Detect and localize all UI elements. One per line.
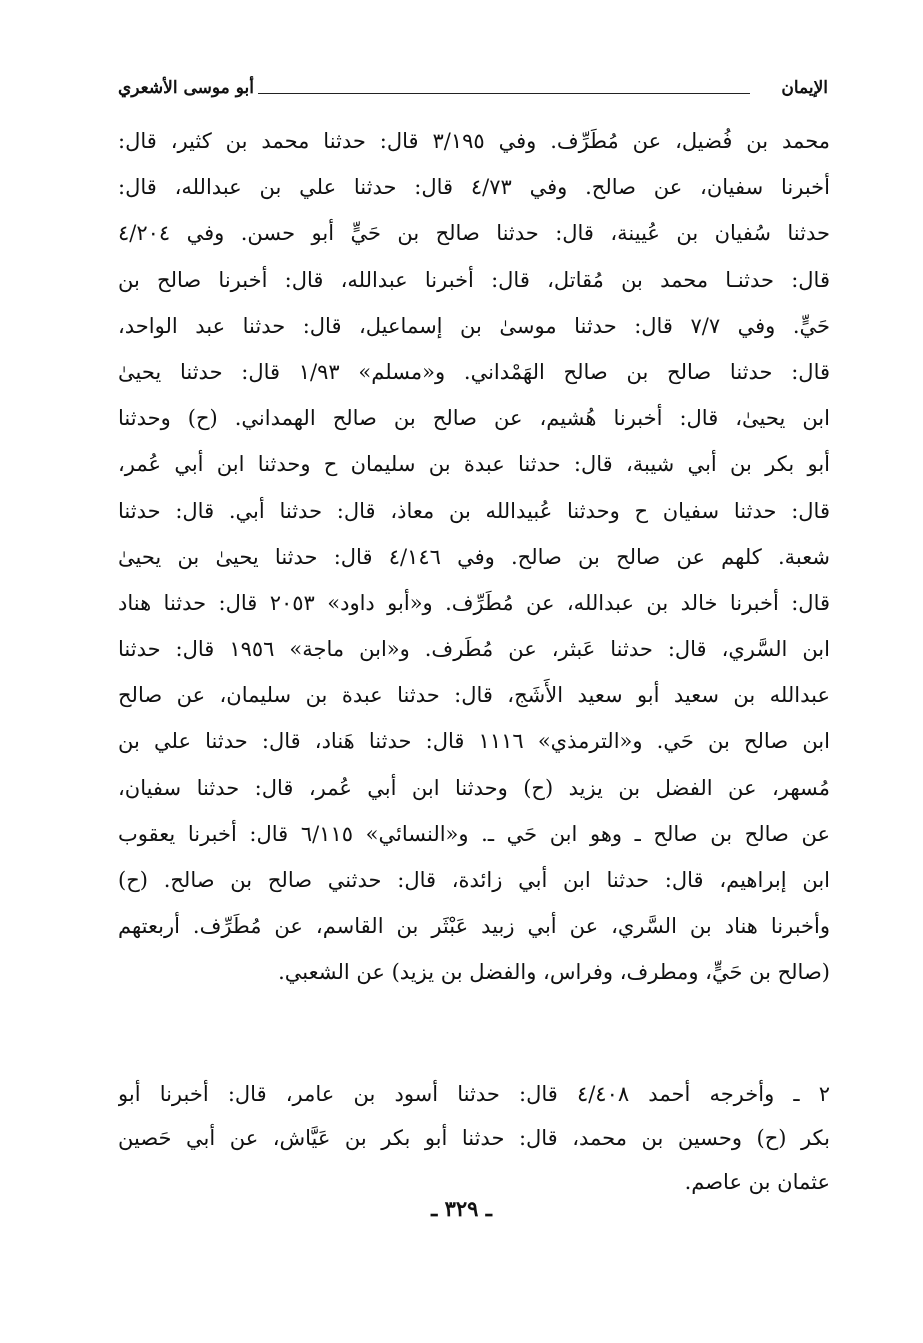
text-line: أبو بكر بن أبي شيبة، قال: حدثنا عبدة بن سليمان ح وحدثنا ابن أبي عُمر، xyxy=(118,452,830,477)
text-line: ابن صالح بن حَي. و«الترمذي» ١١١٦ قال: حدثنا هَناد، قال: حدثنا علي بن xyxy=(118,729,830,754)
text-line: ابن السَّري، قال: حدثنا عَبثر، عن مُطَرف. و«ابن ماجة» ١٩٥٦ قال: حدثنا xyxy=(118,637,830,662)
footnote-line: بكر (ح) وحسين بن محمد، قال: حدثنا أبو بكر بن عَيَّاش، عن أبي حَصين xyxy=(118,1126,830,1150)
running-header xyxy=(118,78,828,104)
text-line: أخبرنا سفيان، عن صالح. وفي ٤/٧٣ قال: حدثنا علي بن عبدالله، قال: xyxy=(118,175,830,200)
chapter-title: الإيمان xyxy=(781,78,828,98)
section-title: أبو موسى الأشعري xyxy=(118,78,254,98)
text-line: عن صالح بن صالح ـ وهو ابن حَي ـ. و«النسائي» ٦/١١٥ قال: أخبرنا يعقوب xyxy=(118,821,830,846)
text-line: مُسهر، عن الفضل بن يزيد (ح) وحدثنا ابن أبي عُمر، قال: حدثنا سفيان، xyxy=(118,775,830,800)
text-line: محمد بن فُضيل، عن مُطَرِّف. وفي ٣/١٩٥ قال: حدثنا محمد بن كثير، قال: xyxy=(118,129,830,153)
text-line: قال: أخبرنا خالد بن عبدالله، عن مُطَرِّف. و«أبو داود» ٢٠٥٣ قال: حدثنا هناد xyxy=(118,590,830,615)
text-line: قال: حدثنـا محمد بن مُقاتل، قال: أخبرنا عبدالله، قال: أخبرنا صالح بن xyxy=(118,267,830,292)
footnote-line: ٢ ـ وأخرجه أحمد ٤/٤٠٨ قال: حدثنا أسود بن عامر، قال: أخبرنا أبو xyxy=(118,1082,830,1106)
text-line: (صالح بن حَيٍّ، ومطرف، وفراس، والفضل بن يزيد) عن الشعبي. xyxy=(278,960,830,985)
text-line: قال: حدثنا سفيان ح وحدثنا عُبيدالله بن معاذ، قال: حدثنا أبي. قال: حدثنا xyxy=(118,498,830,523)
text-line: قال: حدثنا صالح بن صالح الهَمْداني. و«مسلم» ١/٩٣ قال: حدثنا يحيىٰ xyxy=(118,359,830,384)
footnote-block xyxy=(118,1072,830,1204)
main-text-block xyxy=(118,118,830,996)
header-rule xyxy=(258,93,750,94)
footnote-line: عثمان بن عاصم. xyxy=(684,1170,830,1194)
text-line: ابن يحيىٰ، قال: أخبرنا هُشيم، عن صالح بن صالح الهمداني. (ح) وحدثنا xyxy=(118,406,830,431)
text-line: ابن إبراهيم، قال: حدثنا ابن أبي زائدة، قال: حدثني صالح بن صالح. (ح) xyxy=(118,868,830,892)
text-line: حدثنا سُفيان بن عُيينة، قال: حدثنا صالح بن حَيٍّ أبو حسن. وفي ٤/٢٠٤ xyxy=(118,221,830,246)
page-number: ـ ٣٢٩ ـ xyxy=(431,1196,492,1221)
text-line: وأخبرنا هناد بن السَّري، عن أبي زبيد عَبْثَر بن القاسم، عن مُطَرِّف. أربعتهم xyxy=(118,914,830,939)
text-line: حَيٍّ. وفي ٧/٧ قال: حدثنا موسىٰ بن إسماعيل، قال: حدثنا عبد الواحد، xyxy=(118,313,830,338)
text-line: شعبة. كلهم عن صالح بن صالح. وفي ٤/١٤٦ قال: حدثنا يحيىٰ بن يحيىٰ xyxy=(118,544,830,569)
text-line: عبدالله بن سعيد أبو سعيد الأَشَج، قال: حدثنا عبدة بن سليمان، عن صالح xyxy=(118,683,830,708)
